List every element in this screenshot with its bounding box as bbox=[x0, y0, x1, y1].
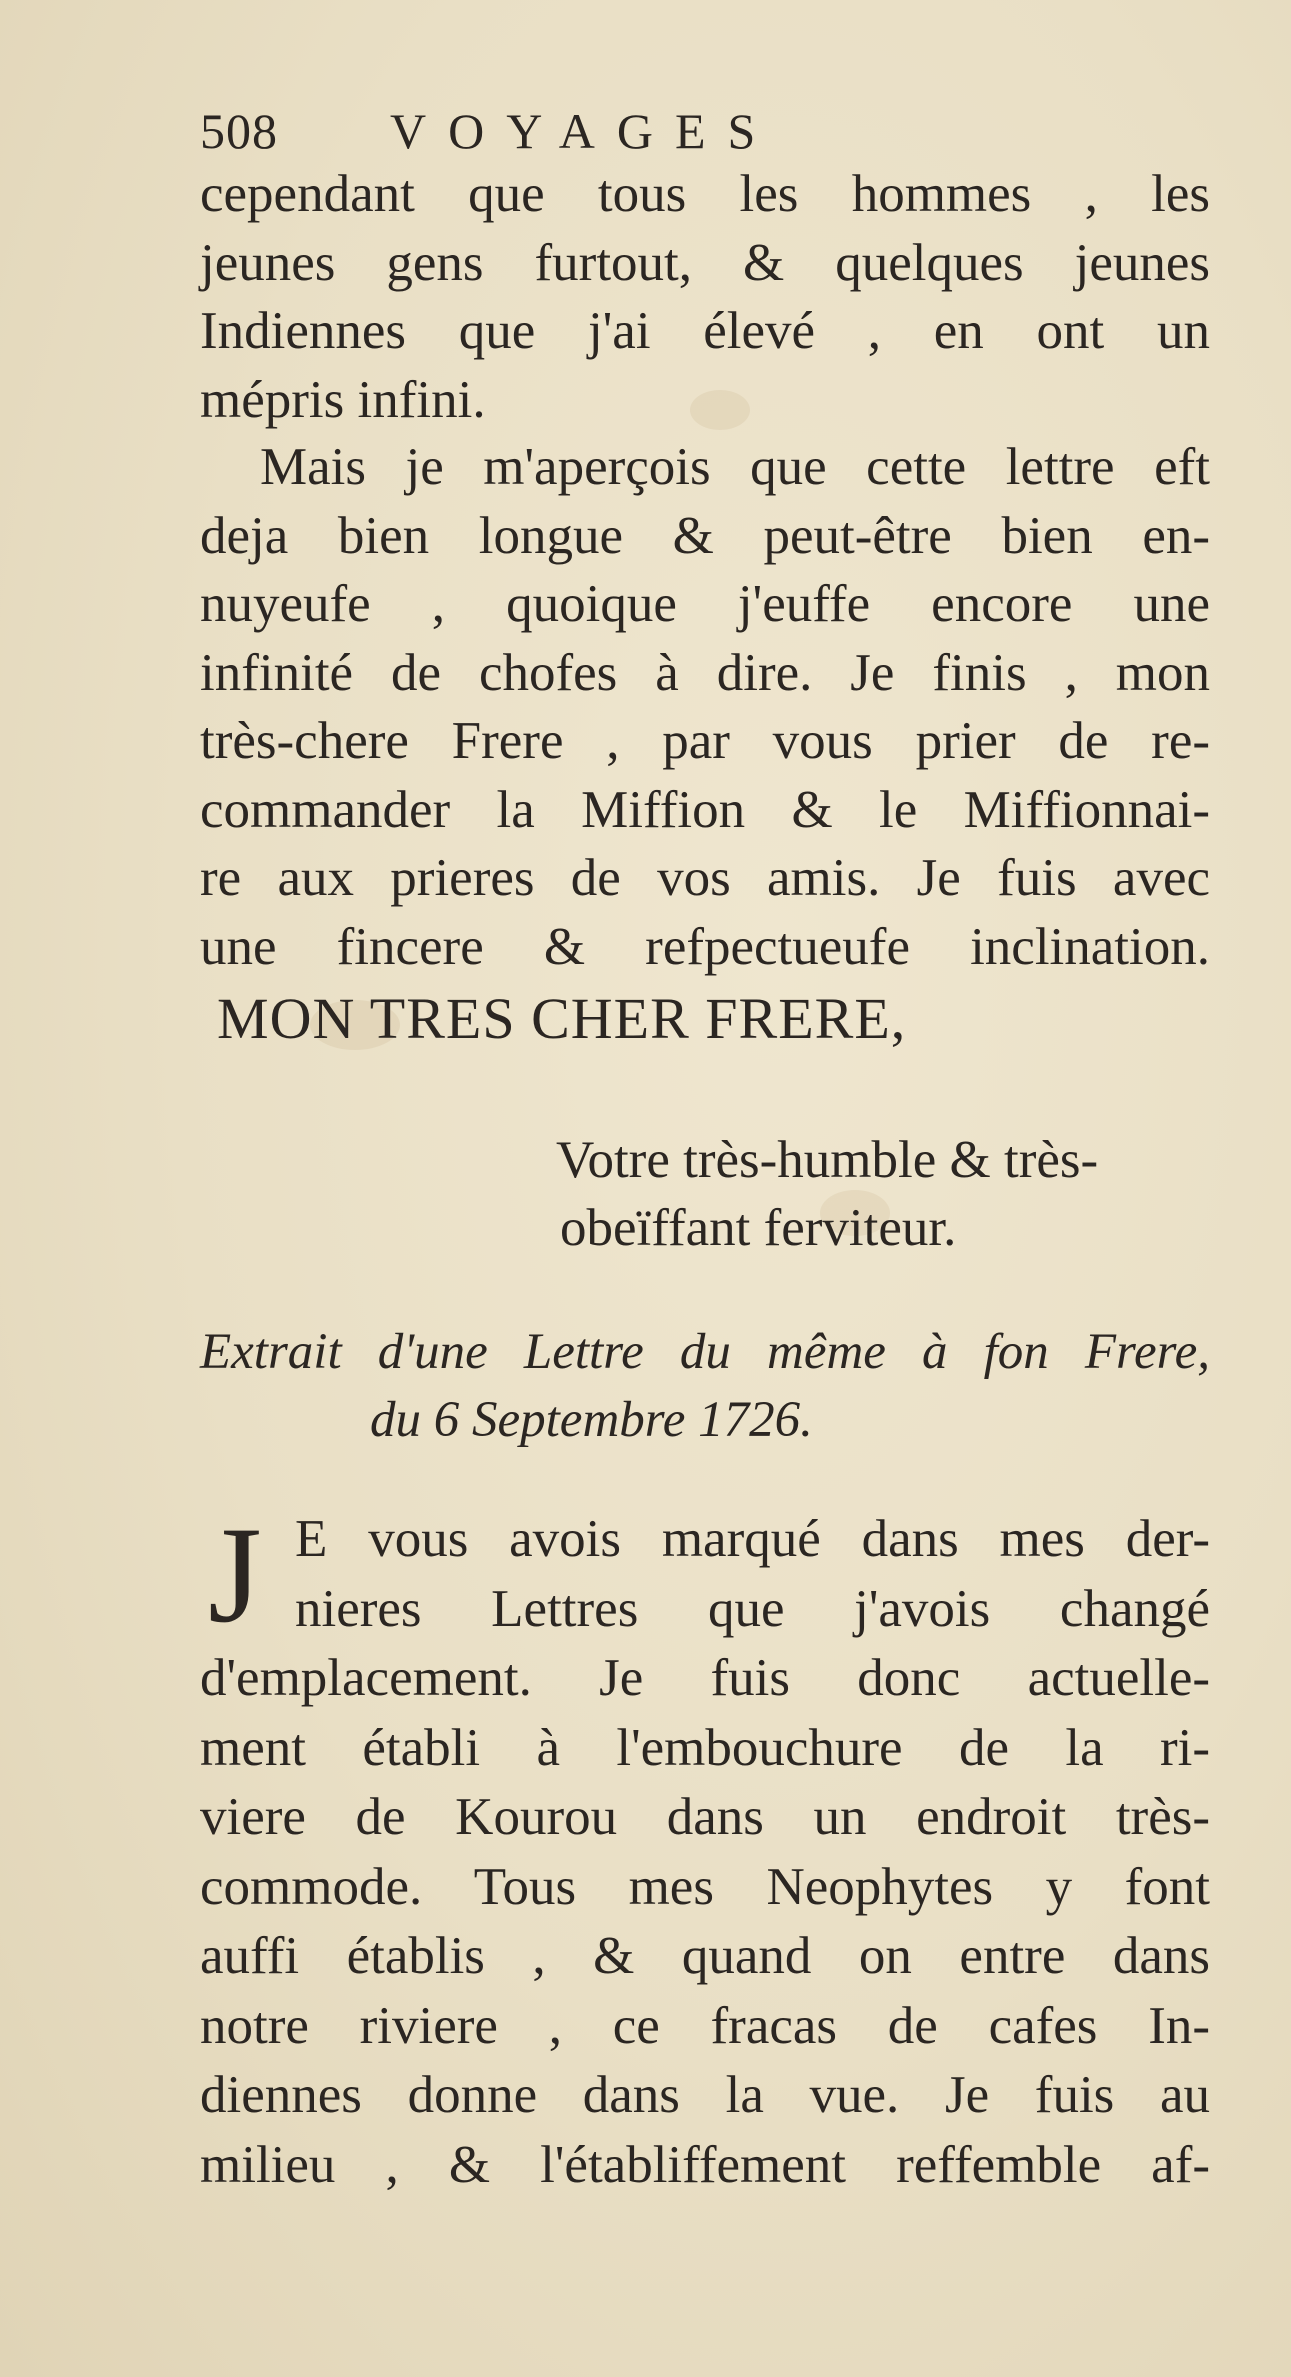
text-line: jeunes gens furtout, & quelques jeunes bbox=[200, 233, 1210, 292]
text-line: cependant que tous les hommes , les bbox=[200, 165, 1210, 223]
text-line: deja bien longue & peut-être bien en- bbox=[200, 506, 1210, 565]
running-head: VOYAGES bbox=[390, 103, 778, 159]
extract-heading-line: Extrait d'une Lettre du même à fon Frere, bbox=[200, 1324, 1210, 1380]
extract-heading bbox=[200, 1318, 1210, 1454]
text-line: Mais je m'aperçois que cette lettre eft bbox=[260, 438, 1210, 496]
text-line: viere de Kourou dans un endroit très- bbox=[200, 1788, 1210, 1846]
extract-heading-date: du 6 Septembre 1726. bbox=[370, 1392, 813, 1448]
text-line: nuyeufe , quoique j'euffe encore une bbox=[200, 575, 1210, 633]
paragraph-continuation bbox=[200, 160, 1210, 434]
letter-body bbox=[200, 1498, 1210, 2200]
text-line: diennes donne dans la vue. Je fuis au bbox=[200, 2066, 1210, 2124]
text-line: auffi établis , & quand on entre dans bbox=[200, 1927, 1210, 1985]
text-line: commode. Tous mes Neophytes y font bbox=[200, 1857, 1210, 1916]
text-line: une fincere & refpectueufe inclination. bbox=[200, 917, 1210, 976]
text-line: E vous avois marqué dans mes der- bbox=[295, 1510, 1210, 1568]
paragraph-closing bbox=[200, 433, 1210, 981]
text-line: mépris infini. bbox=[200, 370, 486, 429]
page-header bbox=[200, 102, 1200, 162]
text-line: nieres Lettres que j'avois changé bbox=[295, 1579, 1210, 1638]
signature-block bbox=[0, 1126, 1291, 1262]
text-line: très-chere Frere , par vous prier de re- bbox=[200, 712, 1210, 770]
page-number: 508 bbox=[200, 103, 278, 159]
salutation: MON TRES CHER FRERE, bbox=[217, 986, 907, 1051]
drop-cap: J bbox=[208, 1498, 262, 1651]
signature-line: obeïffant ferviteur. bbox=[560, 1199, 957, 1257]
text-line: commander la Miffion & le Miffionnai- bbox=[200, 780, 1210, 839]
text-line: notre riviere , ce fracas de cafes In- bbox=[200, 1996, 1210, 2055]
signature-line: Votre très-humble & très- bbox=[556, 1131, 1099, 1189]
text-line: ment établi à l'embouchure de la ri- bbox=[200, 1718, 1210, 1777]
text-line: Indiennes que j'ai élevé , en ont un bbox=[200, 302, 1210, 360]
text-line: d'emplacement. Je fuis donc actuelle- bbox=[200, 1649, 1210, 1707]
text-line: re aux prieres de vos amis. Je fuis avec bbox=[200, 849, 1210, 907]
text-line: milieu , & l'établiffement reffemble af- bbox=[200, 2135, 1210, 2194]
text-line: infinité de chofes à dire. Je finis , mon bbox=[200, 643, 1210, 702]
